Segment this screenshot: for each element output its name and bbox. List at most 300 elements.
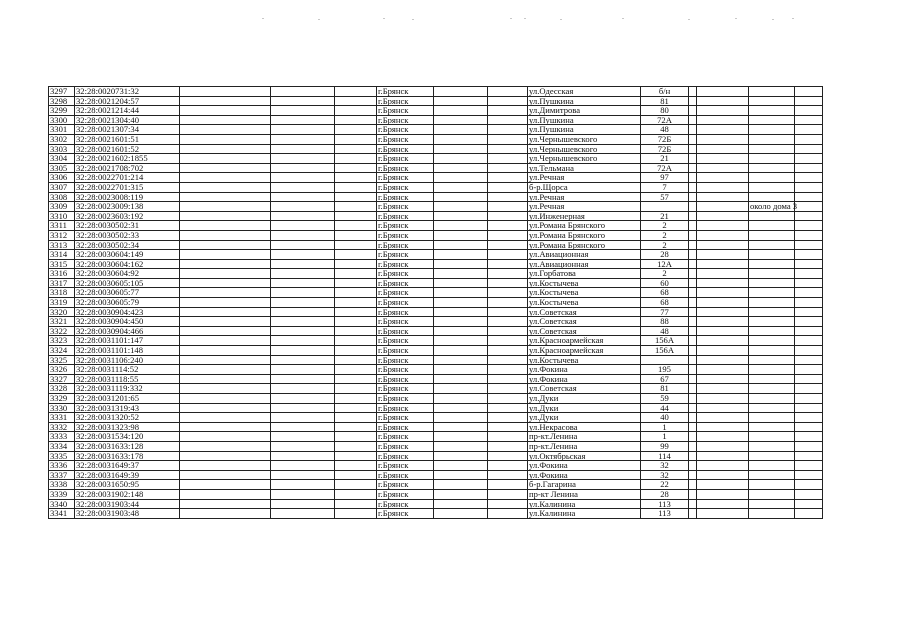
cadastral-number-cell: 32:28:0031633:128 (75, 441, 180, 451)
cadastral-number-cell: 32:28:0021601:51 (75, 134, 180, 144)
table-row (49, 192, 823, 202)
empty-cell (488, 192, 528, 202)
row-number-cell: 3297 (49, 87, 75, 97)
empty-cell (488, 499, 528, 509)
empty-cell (180, 403, 271, 413)
empty-cell (180, 163, 271, 173)
empty-cell (271, 173, 335, 183)
empty-cell (795, 278, 823, 288)
city-cell: г.Брянск (377, 509, 434, 519)
empty-cell (488, 269, 528, 279)
empty-cell (434, 509, 488, 519)
note-cell (749, 384, 795, 394)
empty-cell (335, 154, 377, 164)
city-cell: г.Брянск (377, 441, 434, 451)
register-table (48, 86, 823, 519)
empty-cell (488, 441, 528, 451)
row-number-cell: 3323 (49, 336, 75, 346)
empty-cell (795, 374, 823, 384)
cadastral-number-cell: 32:28:0031106:240 (75, 355, 180, 365)
empty-cell (434, 173, 488, 183)
city-cell: г.Брянск (377, 326, 434, 336)
empty-cell (180, 441, 271, 451)
street-cell: ул.Речная (528, 173, 641, 183)
empty-cell (180, 173, 271, 183)
empty-cell (697, 106, 749, 116)
empty-cell (434, 413, 488, 423)
empty-cell (434, 384, 488, 394)
note-cell (749, 355, 795, 365)
house-number-cell: 1 (641, 422, 689, 432)
empty-cell (488, 509, 528, 519)
row-number-cell: 3325 (49, 355, 75, 365)
empty-cell (697, 384, 749, 394)
empty-cell (795, 134, 823, 144)
empty-cell (434, 365, 488, 375)
row-number-cell: 3318 (49, 288, 75, 298)
street-cell: ул.Октябрьская (528, 451, 641, 461)
street-cell: ул.Костычева (528, 278, 641, 288)
house-number-cell: 113 (641, 499, 689, 509)
empty-cell (271, 192, 335, 202)
note-cell (749, 125, 795, 135)
table-row (49, 202, 823, 212)
empty-cell (689, 96, 697, 106)
empty-cell (697, 394, 749, 404)
row-number-cell: 3322 (49, 326, 75, 336)
empty-cell (697, 403, 749, 413)
empty-cell (434, 115, 488, 125)
note-cell (749, 432, 795, 442)
empty-cell (488, 470, 528, 480)
empty-cell (335, 461, 377, 471)
table-row (49, 394, 823, 404)
street-cell: ул.Дуки (528, 394, 641, 404)
city-cell: г.Брянск (377, 230, 434, 240)
row-number-cell: 3304 (49, 154, 75, 164)
empty-cell (180, 87, 271, 97)
empty-cell (271, 451, 335, 461)
note-cell (749, 422, 795, 432)
empty-cell (689, 87, 697, 97)
empty-cell (271, 355, 335, 365)
empty-cell (689, 163, 697, 173)
empty-cell (180, 144, 271, 154)
empty-cell (689, 394, 697, 404)
empty-cell (434, 307, 488, 317)
note-cell (749, 499, 795, 509)
empty-cell (335, 163, 377, 173)
house-number-cell: б/н (641, 87, 689, 97)
empty-cell (271, 422, 335, 432)
empty-cell (434, 489, 488, 499)
empty-cell (434, 259, 488, 269)
row-number-cell: 3320 (49, 307, 75, 317)
empty-cell (271, 202, 335, 212)
empty-cell (689, 182, 697, 192)
empty-cell (434, 298, 488, 308)
empty-cell (335, 307, 377, 317)
empty-cell (689, 499, 697, 509)
cadastral-number-cell: 32:28:0021601:52 (75, 144, 180, 154)
house-number-cell: 28 (641, 250, 689, 260)
row-number-cell: 3338 (49, 480, 75, 490)
house-number-cell: 2 (641, 230, 689, 240)
row-number-cell: 3314 (49, 250, 75, 260)
empty-cell (795, 422, 823, 432)
house-number-cell: 156А (641, 346, 689, 356)
house-number-cell: 72Б (641, 134, 689, 144)
empty-cell (434, 403, 488, 413)
empty-cell (488, 461, 528, 471)
empty-cell (689, 278, 697, 288)
street-cell: ул.Костычева (528, 288, 641, 298)
cadastral-number-cell: 32:28:0031903:44 (75, 499, 180, 509)
row-number-cell: 3337 (49, 470, 75, 480)
note-cell (749, 96, 795, 106)
empty-cell (795, 384, 823, 394)
empty-cell (689, 326, 697, 336)
city-cell: г.Брянск (377, 422, 434, 432)
city-cell: г.Брянск (377, 106, 434, 116)
empty-cell (434, 470, 488, 480)
empty-cell (180, 422, 271, 432)
empty-cell (689, 355, 697, 365)
empty-cell (697, 317, 749, 327)
empty-cell (271, 259, 335, 269)
row-number-cell: 3321 (49, 317, 75, 327)
note-cell (749, 144, 795, 154)
empty-cell (689, 489, 697, 499)
empty-cell (697, 154, 749, 164)
table-row (49, 250, 823, 260)
empty-cell (795, 211, 823, 221)
empty-cell (697, 307, 749, 317)
empty-cell (689, 298, 697, 308)
empty-cell (434, 202, 488, 212)
empty-cell (335, 192, 377, 202)
cadastral-number-cell: 32:28:0030502:33 (75, 230, 180, 240)
empty-cell (434, 182, 488, 192)
empty-cell (795, 269, 823, 279)
table-row (49, 326, 823, 336)
cadastral-number-cell: 32:28:0030604:162 (75, 259, 180, 269)
empty-cell (434, 422, 488, 432)
house-number-cell: 2 (641, 221, 689, 231)
empty-cell (434, 144, 488, 154)
empty-cell (795, 355, 823, 365)
empty-cell (689, 221, 697, 231)
empty-cell (180, 202, 271, 212)
row-number-cell: 3298 (49, 96, 75, 106)
empty-cell (271, 432, 335, 442)
empty-cell (271, 336, 335, 346)
table-row (49, 173, 823, 183)
street-cell: ул.Фокина (528, 374, 641, 384)
house-number-cell: 28 (641, 489, 689, 499)
empty-cell (795, 461, 823, 471)
note-cell (749, 365, 795, 375)
empty-cell (335, 269, 377, 279)
empty-cell (180, 134, 271, 144)
table-row (49, 307, 823, 317)
empty-cell (335, 87, 377, 97)
empty-cell (795, 451, 823, 461)
note-cell (749, 87, 795, 97)
note-cell (749, 250, 795, 260)
row-number-cell: 3303 (49, 144, 75, 154)
empty-cell (434, 230, 488, 240)
city-cell: г.Брянск (377, 173, 434, 183)
empty-cell (488, 432, 528, 442)
street-cell: ул.Красноармейская (528, 336, 641, 346)
empty-cell (335, 230, 377, 240)
empty-cell (795, 173, 823, 183)
street-cell: ул.Романа Брянского (528, 221, 641, 231)
row-number-cell: 3332 (49, 422, 75, 432)
cadastral-number-cell: 32:28:0031101:148 (75, 346, 180, 356)
table-row (49, 87, 823, 97)
empty-cell (180, 317, 271, 327)
row-number-cell: 3329 (49, 394, 75, 404)
row-number-cell: 3305 (49, 163, 75, 173)
table-row (49, 240, 823, 250)
empty-cell (180, 182, 271, 192)
empty-cell (689, 250, 697, 260)
street-cell: пр-кт Ленина (528, 489, 641, 499)
house-number-cell: 80 (641, 106, 689, 116)
empty-cell (689, 374, 697, 384)
empty-cell (488, 154, 528, 164)
note-cell (749, 461, 795, 471)
empty-cell (795, 163, 823, 173)
empty-cell (689, 154, 697, 164)
note-cell: около дома 3 (750, 201, 798, 212)
empty-cell (795, 192, 823, 202)
row-number-cell: 3307 (49, 182, 75, 192)
row-number-cell: 3326 (49, 365, 75, 375)
empty-cell (689, 384, 697, 394)
empty-cell (434, 163, 488, 173)
empty-cell (697, 125, 749, 135)
empty-cell (271, 403, 335, 413)
empty-cell (697, 230, 749, 240)
house-number-cell: 97 (641, 173, 689, 183)
empty-cell (434, 461, 488, 471)
cadastral-number-cell: 32:28:0031650:95 (75, 480, 180, 490)
empty-cell (697, 96, 749, 106)
note-cell (749, 211, 795, 221)
empty-cell (488, 355, 528, 365)
empty-cell (335, 489, 377, 499)
empty-cell (689, 125, 697, 135)
cadastral-number-cell: 32:28:0030502:34 (75, 240, 180, 250)
empty-cell (689, 346, 697, 356)
house-number-cell: 72А (641, 163, 689, 173)
empty-cell (488, 278, 528, 288)
city-cell: г.Брянск (377, 394, 434, 404)
empty-cell (180, 413, 271, 423)
empty-cell (271, 499, 335, 509)
empty-cell (434, 192, 488, 202)
house-number-cell: 77 (641, 307, 689, 317)
row-number-cell: 3311 (49, 221, 75, 231)
street-cell: ул.Советская (528, 307, 641, 317)
row-number-cell: 3308 (49, 192, 75, 202)
table-row (49, 441, 823, 451)
empty-cell (795, 298, 823, 308)
house-number-cell: 22 (641, 480, 689, 490)
empty-cell (697, 432, 749, 442)
street-cell: ул.Тельмана (528, 163, 641, 173)
empty-cell (697, 202, 749, 212)
city-cell: г.Брянск (377, 192, 434, 202)
empty-cell (271, 125, 335, 135)
empty-cell (335, 499, 377, 509)
empty-cell (271, 269, 335, 279)
street-cell: ул.Фокина (528, 470, 641, 480)
empty-cell (795, 509, 823, 519)
street-cell: ул.Речная (528, 202, 641, 212)
note-cell (749, 470, 795, 480)
empty-cell (271, 441, 335, 451)
empty-cell (434, 134, 488, 144)
note-cell (749, 115, 795, 125)
note-cell (749, 394, 795, 404)
table-row (49, 336, 823, 346)
empty-cell (488, 96, 528, 106)
city-cell: г.Брянск (377, 499, 434, 509)
row-number-cell: 3334 (49, 441, 75, 451)
empty-cell (689, 173, 697, 183)
note-cell (749, 307, 795, 317)
empty-cell (271, 96, 335, 106)
note-cell (749, 288, 795, 298)
city-cell: г.Брянск (377, 355, 434, 365)
empty-cell (434, 317, 488, 327)
empty-cell (271, 221, 335, 231)
table-row (49, 470, 823, 480)
city-cell: г.Брянск (377, 384, 434, 394)
empty-cell (689, 403, 697, 413)
house-number-cell: 68 (641, 288, 689, 298)
row-number-cell: 3301 (49, 125, 75, 135)
street-cell: ул.Советская (528, 384, 641, 394)
empty-cell (689, 461, 697, 471)
empty-cell (488, 384, 528, 394)
city-cell: г.Брянск (377, 480, 434, 490)
empty-cell (697, 250, 749, 260)
empty-cell (488, 144, 528, 154)
street-cell: пр-кт.Ленина (528, 441, 641, 451)
empty-cell (271, 384, 335, 394)
empty-cell (434, 336, 488, 346)
empty-cell (697, 221, 749, 231)
empty-cell (180, 394, 271, 404)
empty-cell (488, 202, 528, 212)
street-cell: ул.Костычева (528, 355, 641, 365)
empty-cell (180, 336, 271, 346)
empty-cell (488, 346, 528, 356)
cadastral-number-cell: 32:28:0022701:315 (75, 182, 180, 192)
row-number-cell: 3317 (49, 278, 75, 288)
city-cell: г.Брянск (377, 317, 434, 327)
empty-cell (795, 441, 823, 451)
house-number-cell: 1 (641, 432, 689, 442)
note-cell (749, 106, 795, 116)
empty-cell (180, 307, 271, 317)
empty-cell (488, 221, 528, 231)
empty-cell (434, 394, 488, 404)
empty-cell (697, 365, 749, 375)
empty-cell (271, 230, 335, 240)
table-row (49, 432, 823, 442)
empty-cell (795, 106, 823, 116)
cadastral-number-cell: 32:28:0030904:423 (75, 307, 180, 317)
house-number-cell: 81 (641, 384, 689, 394)
table-row (49, 403, 823, 413)
house-number-cell: 114 (641, 451, 689, 461)
empty-cell (697, 163, 749, 173)
empty-cell (271, 489, 335, 499)
empty-cell (180, 269, 271, 279)
empty-cell (180, 470, 271, 480)
house-number-cell: 44 (641, 403, 689, 413)
scan-noise (0, 0, 905, 40)
city-cell: г.Брянск (377, 403, 434, 413)
empty-cell (335, 336, 377, 346)
table-row (49, 211, 823, 221)
empty-cell (271, 365, 335, 375)
table-row (49, 230, 823, 240)
cadastral-number-cell: 32:28:0030605:77 (75, 288, 180, 298)
note-cell (749, 489, 795, 499)
table-row (49, 163, 823, 173)
note-cell (749, 317, 795, 327)
city-cell: г.Брянск (377, 240, 434, 250)
empty-cell (271, 413, 335, 423)
empty-cell (434, 278, 488, 288)
cadastral-number-cell: 32:28:0022701:214 (75, 173, 180, 183)
empty-cell (180, 346, 271, 356)
empty-cell (488, 451, 528, 461)
house-number-cell: 68 (641, 298, 689, 308)
city-cell: г.Брянск (377, 489, 434, 499)
cadastral-number-cell: 32:28:0031319:43 (75, 403, 180, 413)
empty-cell (271, 509, 335, 519)
empty-cell (488, 240, 528, 250)
table-row (49, 489, 823, 499)
table-row (49, 259, 823, 269)
city-cell: г.Брянск (377, 451, 434, 461)
street-cell: ул.Советская (528, 317, 641, 327)
empty-cell (271, 288, 335, 298)
empty-cell (180, 298, 271, 308)
empty-cell (271, 240, 335, 250)
empty-cell (271, 144, 335, 154)
empty-cell (434, 374, 488, 384)
row-number-cell: 3300 (49, 115, 75, 125)
cadastral-number-cell: 32:28:0023009:138 (75, 202, 180, 212)
city-cell: г.Брянск (377, 134, 434, 144)
empty-cell (271, 346, 335, 356)
row-number-cell: 3335 (49, 451, 75, 461)
table-row (49, 509, 823, 519)
cadastral-number-cell: 32:28:0031633:178 (75, 451, 180, 461)
street-cell: ул.Инженерная (528, 211, 641, 221)
empty-cell (335, 346, 377, 356)
cadastral-number-cell: 32:28:0031114:52 (75, 365, 180, 375)
